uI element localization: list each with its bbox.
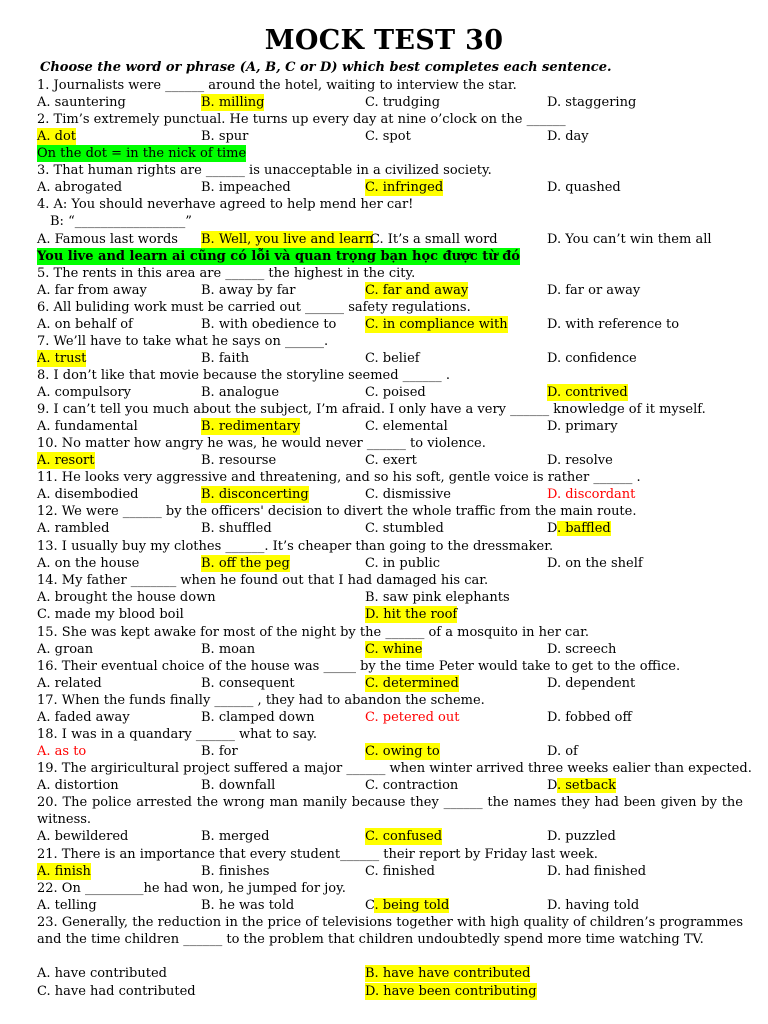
options-4 xyxy=(37,231,743,248)
options-17 xyxy=(37,709,743,726)
option-18b: B. for xyxy=(201,744,238,759)
options-2 xyxy=(37,128,743,145)
question-18: 18. I was in a quandary ______ what to say. xyxy=(37,727,317,742)
option-20d: D. puzzled xyxy=(547,829,616,844)
option-13b: B. off the peg xyxy=(201,556,290,571)
option-5d: D. far or away xyxy=(547,283,641,298)
option-3b: B. impeached xyxy=(201,180,291,195)
option-19d xyxy=(547,777,616,794)
option-23b: B. have have contributed xyxy=(365,966,531,981)
option-22d: D. having told xyxy=(547,898,640,913)
option-8b: B. analogue xyxy=(201,385,280,400)
question-6: 6. All buliding work must be carried out ______ safety regulations. xyxy=(37,300,471,315)
question-5: 5. The rents in this area are ______ the highest in the city. xyxy=(37,266,416,281)
option-12d-letter: D xyxy=(547,521,557,536)
options-14-row2 xyxy=(37,606,743,623)
note-1: On the dot = in the nick of time xyxy=(37,146,247,161)
option-10a: A. resort xyxy=(37,453,95,468)
option-7b: B. faith xyxy=(201,351,250,366)
option-16d: D. dependent xyxy=(547,676,636,691)
options-9 xyxy=(37,418,743,435)
option-13d: D. on the shelf xyxy=(547,556,643,571)
option-9b: B. redimentary xyxy=(201,419,301,434)
option-22b: B. he was told xyxy=(201,898,295,913)
option-13a: A. on the house xyxy=(37,556,140,571)
question-1: 1. Journalists were ______ around the hotel, waiting to interview the star. xyxy=(37,78,517,93)
options-7 xyxy=(37,350,743,367)
option-7d: D. confidence xyxy=(547,351,637,366)
options-13 xyxy=(37,555,743,572)
option-11b: B. disconcerting xyxy=(201,487,309,502)
option-7c: C. belief xyxy=(365,351,420,366)
option-6d: D. with reference to xyxy=(547,317,680,332)
option-12d xyxy=(547,520,611,537)
option-12a: A. rambled xyxy=(37,521,110,536)
option-21b: B. finishes xyxy=(201,864,270,879)
option-17c: C. petered out xyxy=(365,710,460,725)
option-1a: A. sauntering xyxy=(37,95,126,110)
option-4a: A. Famous last words xyxy=(37,232,178,247)
option-11d: D. discordant xyxy=(547,487,636,502)
option-1d: D. staggering xyxy=(547,95,637,110)
option-18c: C. owing to xyxy=(365,744,440,759)
option-19b: B. downfall xyxy=(201,778,276,793)
question-14: 14. My father _______ when he found out that I had damaged his car. xyxy=(37,573,489,588)
question-22: 22. On _________he had won, he jumped for joy. xyxy=(37,881,346,896)
options-22 xyxy=(37,897,743,914)
option-4b: B. Well, you live and learn xyxy=(201,232,374,247)
option-2d: D. day xyxy=(547,129,589,144)
option-10d: D. resolve xyxy=(547,453,613,468)
option-15b: B. moan xyxy=(201,642,256,657)
option-19a: A. distortion xyxy=(37,778,119,793)
options-23-row1 xyxy=(37,965,743,982)
option-21d: D. had finished xyxy=(547,864,647,879)
question-15: 15. She was kept awake for most of the night by the ______ of a mosquito in her car. xyxy=(37,625,590,640)
question-21: 21. There is an importance that every student______ their report by Friday last week. xyxy=(37,847,598,862)
option-6b: B. with obedience to xyxy=(201,317,337,332)
question-3: 3. That human rights are ______ is unacceptable in a civilized society. xyxy=(37,163,492,178)
options-10 xyxy=(37,452,743,469)
question-4: 4. A: You should neverhave agreed to help mend her car! xyxy=(37,197,414,212)
option-20a: A. bewildered xyxy=(37,829,129,844)
option-16b: B. consequent xyxy=(201,676,295,691)
option-9a: A. fundamental xyxy=(37,419,138,434)
options-6 xyxy=(37,316,743,333)
question-20: 20. The police arrested the wrong man manily because they ______ the names they had been given by the witness. xyxy=(37,795,743,827)
options-1 xyxy=(37,94,743,111)
option-10c: C. exert xyxy=(365,453,417,468)
option-12b: B. shuffled xyxy=(201,521,272,536)
option-11a: A. disembodied xyxy=(37,487,139,502)
option-22a: A. telling xyxy=(37,898,97,913)
options-18 xyxy=(37,743,743,760)
options-20 xyxy=(37,828,743,845)
option-8d: D. contrived xyxy=(547,385,628,400)
option-1c: C. trudging xyxy=(365,95,441,110)
option-19d-letter: D xyxy=(547,778,557,793)
option-23a: A. have contributed xyxy=(37,966,167,981)
option-20c: C. confused xyxy=(365,829,443,844)
question-23: 23. Generally, the reduction in the price of televisions together with high quality of children’s programmes and the time children ______ to the problem that children undoubtedly spend more time watching TV. xyxy=(37,915,743,947)
option-23d: D. have been contributing xyxy=(365,984,537,999)
option-2a: A. dot xyxy=(37,129,77,144)
options-19 xyxy=(37,777,743,794)
question-17: 17. When the funds finally ______ , they had to abandon the scheme. xyxy=(37,693,485,708)
option-18d: D. of xyxy=(547,744,578,759)
options-21 xyxy=(37,863,743,880)
question-4-b: B: “_________________” xyxy=(50,214,192,229)
option-11c: C. dismissive xyxy=(365,487,451,502)
question-13: 13. I usually buy my clothes ______. It’s cheaper than going to the dressmaker. xyxy=(37,539,554,554)
option-4d: D. You can’t win them all xyxy=(547,232,712,247)
option-6c: C. in compliance with xyxy=(365,317,508,332)
options-15 xyxy=(37,641,743,658)
option-14d: D. hit the roof xyxy=(365,607,458,622)
question-9: 9. I can’t tell you much about the subject, I’m afraid. I only have a very ______ knowledge of it myself. xyxy=(37,402,706,417)
options-8 xyxy=(37,384,743,401)
question-2: 2. Tim’s extremely punctual. He turns up every day at nine o’clock on the ______ xyxy=(37,112,566,127)
options-3 xyxy=(37,179,743,196)
page-title: MOCK TEST 30 xyxy=(264,25,504,56)
option-3a: A. abrogated xyxy=(37,180,123,195)
option-22c-letter: C xyxy=(365,898,375,913)
option-15c: C. whine xyxy=(365,642,423,657)
question-16: 16. Their eventual choice of the house was _____ by the time Peter would take to get to the office. xyxy=(37,659,681,674)
option-16c: C. determined xyxy=(365,676,459,691)
option-3d: D. quashed xyxy=(547,180,621,195)
option-14c: C. made my blood boil xyxy=(37,607,184,622)
option-9c: C. elemental xyxy=(365,419,448,434)
option-8c: C. poised xyxy=(365,385,426,400)
question-11: 11. He looks very aggressive and threatening, and so his soft, gentle voice is rather ______ . xyxy=(37,470,641,485)
note-1-line xyxy=(37,145,743,162)
option-8a: A. compulsory xyxy=(37,385,131,400)
note-2: You live and learn ai cũng có lỗi và quan trọng bạn học được từ đó xyxy=(37,249,520,264)
option-17d: D. fobbed off xyxy=(547,710,632,725)
option-19c: C. contraction xyxy=(365,778,459,793)
options-5 xyxy=(37,282,743,299)
options-11 xyxy=(37,486,743,503)
option-14a: A. brought the house down xyxy=(37,590,216,605)
option-15d: D. screech xyxy=(547,642,617,657)
option-1b: B. milling xyxy=(201,95,265,110)
option-7a: A. trust xyxy=(37,351,87,366)
options-12 xyxy=(37,520,743,537)
option-16a: A. related xyxy=(37,676,102,691)
options-16 xyxy=(37,675,743,692)
option-3c: C. infringed xyxy=(365,180,444,195)
option-20b: B. merged xyxy=(201,829,270,844)
option-23c: C. have had contributed xyxy=(37,984,196,999)
option-4c: C. It’s a small word xyxy=(370,232,498,247)
option-6a: A. on behalf of xyxy=(37,317,133,332)
question-19: 19. The argiricultural project suffered a major ______ when winter arrived three weeks ealier than expected. xyxy=(37,761,752,776)
option-10b: B. resourse xyxy=(201,453,277,468)
option-22c xyxy=(365,897,449,914)
option-12d-text: . baffled xyxy=(556,521,611,536)
question-10: 10. No matter how angry he was, he would never ______ to violence. xyxy=(37,436,486,451)
option-2c: C. spot xyxy=(365,129,411,144)
option-21c: C. finished xyxy=(365,864,436,879)
option-2b: B. spur xyxy=(201,129,249,144)
option-17a: A. faded away xyxy=(37,710,130,725)
option-5a: A. far from away xyxy=(37,283,147,298)
option-13c: C. in public xyxy=(365,556,441,571)
options-23-row2 xyxy=(37,983,743,1000)
question-7: 7. We’ll have to take what he says on ______. xyxy=(37,334,329,349)
option-21a: A. finish xyxy=(37,864,91,879)
option-12c: C. stumbled xyxy=(365,521,444,536)
option-9d: D. primary xyxy=(547,419,618,434)
option-5c: C. far and away xyxy=(365,283,469,298)
option-15a: A. groan xyxy=(37,642,94,657)
instruction: Choose the word or phrase (A, B, C or D) which best completes each sentence. xyxy=(40,60,612,75)
options-14-row1 xyxy=(37,589,743,606)
question-12: 12. We were ______ by the officers' decision to divert the whole traffic from the main route. xyxy=(37,504,637,519)
option-5b: B. away by far xyxy=(201,283,296,298)
option-19d-text: . setback xyxy=(556,778,617,793)
option-17b: B. clamped down xyxy=(201,710,315,725)
question-4-b-line xyxy=(37,213,743,230)
option-22c-text: . being told xyxy=(374,898,450,913)
option-14b: B. saw pink elephants xyxy=(365,590,510,605)
option-18a: A. as to xyxy=(37,744,87,759)
note-2-line xyxy=(37,248,743,265)
question-8: 8. I don’t like that movie because the storyline seemed ______ . xyxy=(37,368,450,383)
